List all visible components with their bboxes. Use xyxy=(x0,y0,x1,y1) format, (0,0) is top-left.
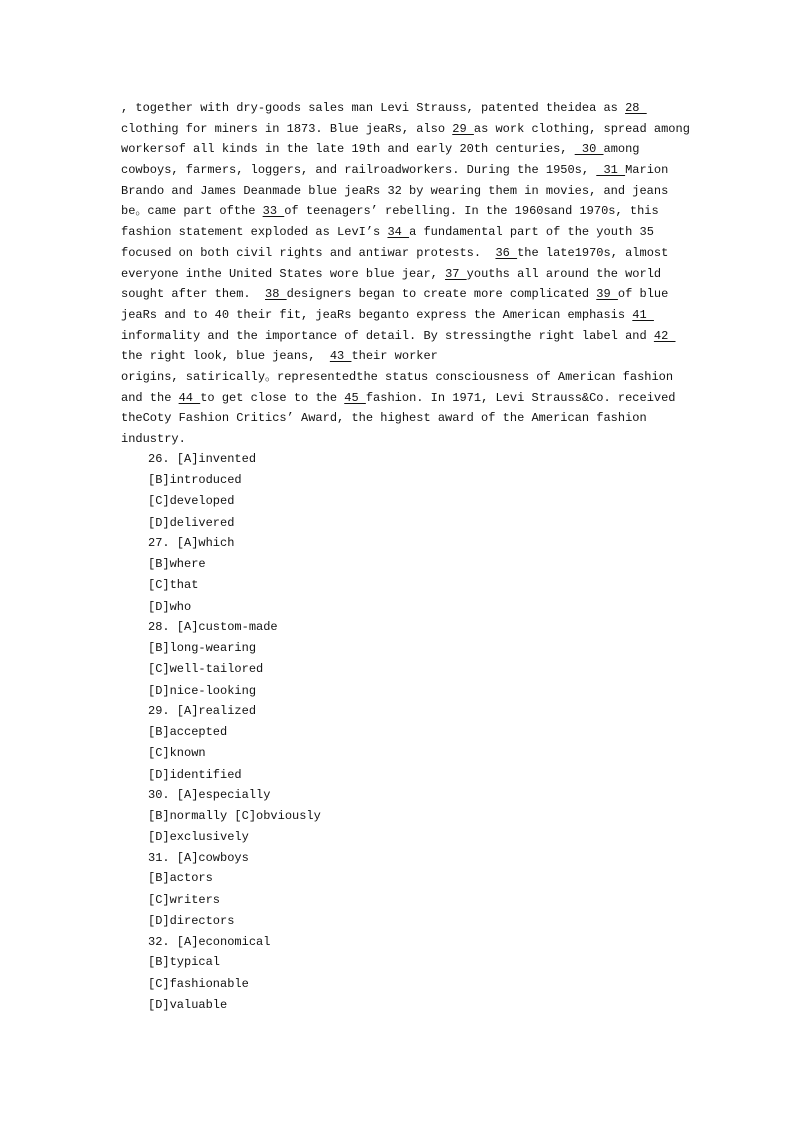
answer-option: [C]known xyxy=(148,746,206,760)
passage-text: informality and the importance of detail. By stressingthe right label and xyxy=(121,328,654,343)
answer-option: [B]introduced xyxy=(148,472,242,487)
answer-option: [C]writers xyxy=(148,892,221,907)
question-head: 32. [A]economical xyxy=(148,934,271,949)
question-head: 28. [A]custom-made xyxy=(148,620,278,634)
blank-number: 31 xyxy=(596,163,626,178)
blank-number: 38 xyxy=(265,287,287,302)
passage-line xyxy=(121,284,681,305)
question-options xyxy=(148,450,548,1017)
answer-option: [D]valuable xyxy=(148,998,228,1012)
passage-text: industry. xyxy=(121,432,186,446)
passage-line xyxy=(121,98,681,119)
blank-number: 41 xyxy=(632,307,654,322)
passage-text: everyone inthe United States wore blue jear, xyxy=(121,266,446,281)
answer-option: [B]normally [C]obviously xyxy=(148,808,321,823)
passage-line xyxy=(121,305,681,326)
passage-text: theCoty Fashion Critics’ Award, the highest award of the American fashion xyxy=(121,411,647,426)
passage-text: Marion xyxy=(625,163,669,178)
blank-number: 39 xyxy=(596,287,618,302)
question-head: 30. [A]especially xyxy=(148,788,271,802)
cloze-passage xyxy=(121,98,690,450)
passage-line xyxy=(121,346,681,367)
passage-text: the right look, blue jeans, xyxy=(121,349,330,364)
answer-option: [B]where xyxy=(148,556,206,571)
answer-option: [D]who xyxy=(148,599,192,614)
passage-line xyxy=(121,429,681,450)
passage-line xyxy=(121,160,681,181)
answer-option: [B]long-wearing xyxy=(148,640,257,655)
passage-text: the late1970s, almost xyxy=(517,245,669,260)
blank-number: 28 xyxy=(625,101,647,115)
blank-number: 33 xyxy=(262,204,285,219)
passage-text: jeaRs and to 40 their fit, jeaRs beganto express the American emphasis xyxy=(121,307,633,322)
passage-text: and the xyxy=(121,390,179,405)
blank-number: 36 xyxy=(495,245,518,260)
passage-text: youths all around the world xyxy=(466,266,662,281)
passage-line xyxy=(121,181,681,202)
question-head: 31. [A]cowboys xyxy=(148,850,249,865)
blank-number: 29 xyxy=(452,121,474,136)
passage-line xyxy=(121,408,681,429)
blank-number: 34 xyxy=(387,225,410,240)
blank-number: 30 xyxy=(574,142,604,157)
answer-option: [C]that xyxy=(148,578,199,592)
passage-text: among xyxy=(603,142,640,157)
passage-text: designers began to create more complicated xyxy=(286,287,597,302)
answer-option: [C]developed xyxy=(148,494,235,508)
answer-option: [B]typical xyxy=(148,955,221,969)
passage-text: to get close to the xyxy=(200,390,345,405)
answer-option: [C]well-tailored xyxy=(148,662,264,676)
passage-text: workersof all kinds in the late 19th and early 20th centuries, xyxy=(121,142,575,157)
passage-line xyxy=(121,201,681,222)
passage-line xyxy=(121,367,681,388)
passage-text: fashion. In 1971, Levi Strauss&Co. received xyxy=(365,390,676,405)
answer-option: [D]identified xyxy=(148,767,242,782)
passage-text: of blue xyxy=(617,287,669,302)
passage-text: sought after them. xyxy=(121,287,266,302)
blank-number: 37 xyxy=(445,266,467,281)
passage-text: their worker xyxy=(351,349,438,364)
passage-text: origins, satirically。representedthe status consciousness of American fashion xyxy=(121,369,674,384)
question-head: 27. [A]which xyxy=(148,536,235,550)
passage-text: cowboys, farmers, loggers, and railroadworkers. During the 1950s, xyxy=(121,163,597,178)
passage-text: as work clothing, spread among xyxy=(473,121,690,136)
passage-text: of teenagers’ rebelling. In the 1960sand 1970s, this xyxy=(284,204,659,219)
blank-number: 43 xyxy=(329,349,352,364)
question-head: 26. [A]invented xyxy=(148,452,257,466)
passage-line xyxy=(121,119,690,140)
passage-line xyxy=(121,139,681,160)
passage-line xyxy=(121,243,681,264)
passage-text: a fundamental part of the youth 35 xyxy=(409,225,654,240)
answer-option: [D]nice-looking xyxy=(148,683,257,698)
answer-option: [C]fashionable xyxy=(148,976,249,991)
passage-text: focused on both civil rights and antiwar protests. xyxy=(121,245,496,260)
answer-option: [D]exclusively xyxy=(148,830,249,844)
passage-text: Brando and James Deanmade blue jeaRs 32 by wearing them in movies, and jeans xyxy=(121,183,669,198)
blank-number: 44 xyxy=(178,390,201,405)
answer-option: [D]delivered xyxy=(148,515,235,530)
passage-line xyxy=(121,326,681,347)
passage-line xyxy=(121,388,681,409)
answer-option: [D]directors xyxy=(148,914,235,928)
passage-line xyxy=(121,264,681,285)
passage-line xyxy=(121,222,681,243)
question-head: 29. [A]realized xyxy=(148,704,257,718)
answer-option: [B]actors xyxy=(148,871,213,885)
passage-text: fashion statement exploded as LevI’s xyxy=(121,225,388,240)
blank-number: 45 xyxy=(344,390,366,405)
answer-option: [B]accepted xyxy=(148,724,228,739)
blank-number: 42 xyxy=(653,328,676,343)
passage-text: clothing for miners in 1873. Blue jeaRs, also xyxy=(121,121,453,136)
passage-text: , together with dry-goods sales man Levi Strauss, patented theidea as xyxy=(121,101,626,115)
passage-text: be。came part ofthe xyxy=(121,204,263,219)
